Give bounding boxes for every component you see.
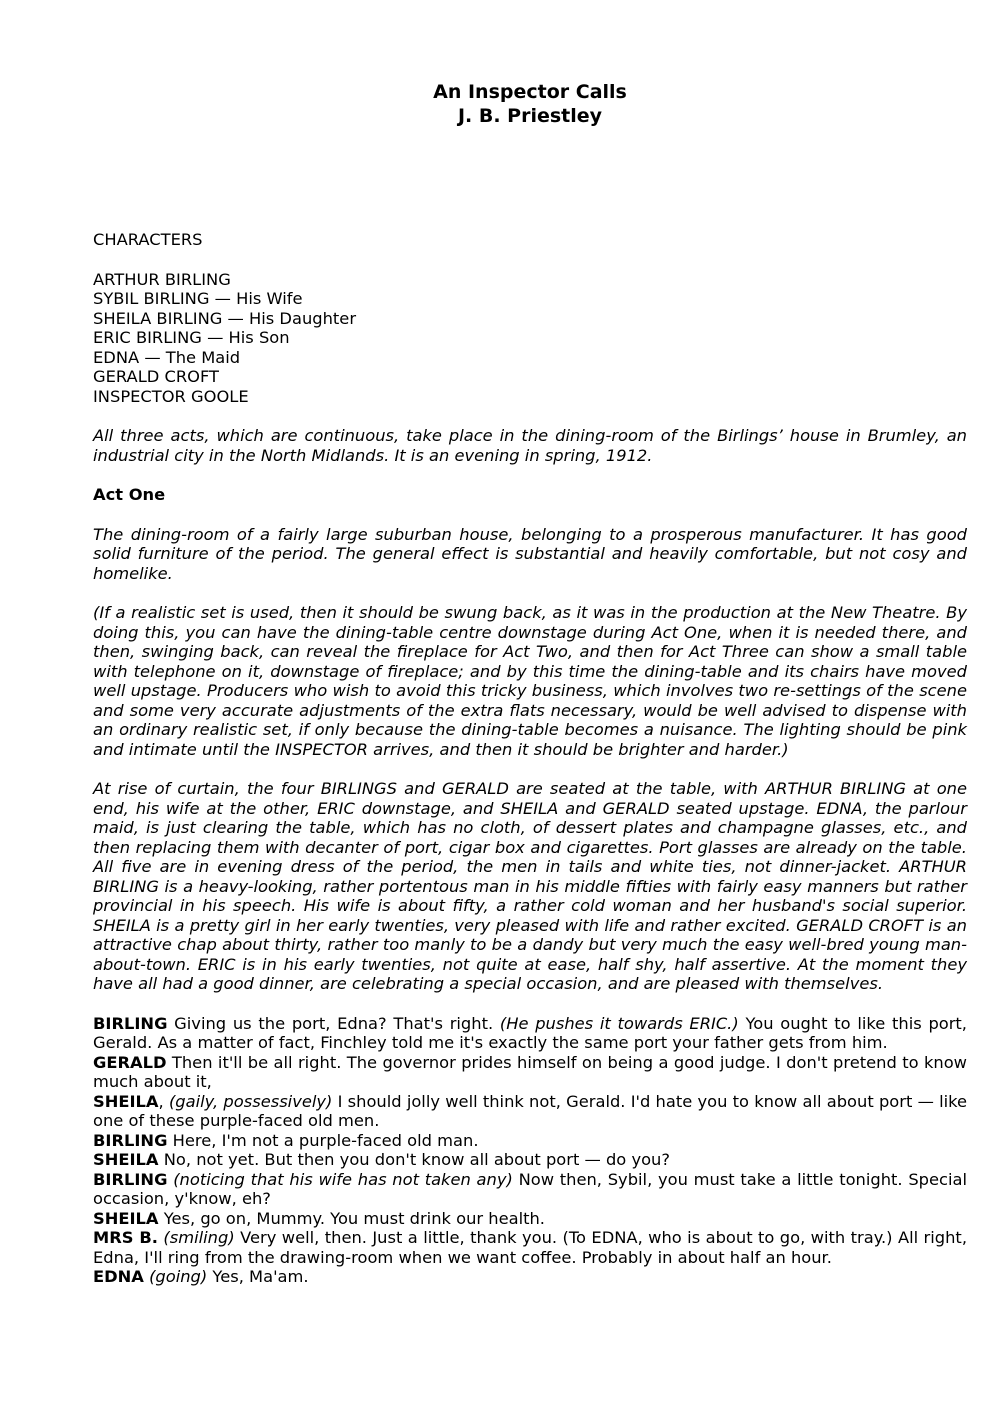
- spoken-text: Very well, then. Just a little, thank you. (To EDNA, who is about to go, with tray.) All right, Edna, I'll ring from the drawing-room when we want coffee. Probably in about half an hour.: [93, 1228, 967, 1267]
- spoken-text: Now then, Sybil, you must take a little tonight. Special occasion, y'know, eh?: [93, 1169, 967, 1208]
- play-author: J. B. Priestley: [457, 105, 603, 127]
- dialogue-line: [93, 1150, 967, 1170]
- setting-note: All three acts, which are continuous, take place in the dining-room of the Birlings’ house in Brumley, an industrial city in the North Midlands. It is an evening in spring, 1912.: [93, 426, 967, 465]
- character-item: GERALD CROFT: [93, 367, 219, 386]
- character-list: [93, 270, 967, 407]
- character-item: INSPECTOR GOOLE: [93, 386, 249, 406]
- dialogue-line: [93, 1170, 967, 1209]
- spoken-text: You ought to like this port, Gerald. As a matter of fact, Finchley told me it's exactly the same port your father gets from him.: [93, 1013, 967, 1052]
- spoken-text: Giving us the port, Edna? That's right.: [174, 1013, 500, 1033]
- spoken-text: No, not yet. But then you don't know all about port — do you?: [163, 1150, 671, 1169]
- dialogue-line: [93, 1267, 967, 1287]
- speaker-name: BIRLING: [93, 1130, 168, 1150]
- speaker-name: MRS B.: [93, 1228, 158, 1247]
- stage-direction-inline: (noticing that his wife has not taken any): [173, 1169, 513, 1189]
- act-heading: Act One: [93, 485, 166, 504]
- spoken-text: I should jolly well think not, Gerald. I'd hate you to know all about port — like one of these purple-faced old men.: [93, 1091, 968, 1130]
- speaker-name: BIRLING: [93, 1169, 168, 1189]
- dialogue-line: [93, 1092, 967, 1131]
- speaker-name: SHEILA: [93, 1208, 159, 1228]
- speaker-name: GERALD: [93, 1052, 167, 1072]
- spoken-text: Yes, go on, Mummy. You must drink our health.: [163, 1208, 545, 1228]
- dialogue-line: [93, 1131, 967, 1151]
- character-item: SYBIL BIRLING — His Wife: [93, 289, 303, 308]
- stage-direction-inline: (smiling): [163, 1228, 235, 1247]
- dialogue-block: [93, 1014, 967, 1287]
- spoken-text: Then it'll be all right. The governor prides himself on being a good judge. I don't pretend to know much about it,: [93, 1052, 967, 1091]
- title-block: [93, 80, 967, 128]
- characters-heading: CHARACTERS: [93, 230, 203, 249]
- speaker-name: EDNA: [93, 1267, 144, 1286]
- document-page: [93, 80, 967, 1287]
- play-title: An Inspector Calls: [433, 81, 627, 103]
- character-item: EDNA — The Maid: [93, 347, 241, 367]
- speaker-name: SHEILA: [93, 1091, 159, 1111]
- spoken-text: Here, I'm not a purple-faced old man.: [172, 1130, 479, 1150]
- character-item: ERIC BIRLING — His Son: [93, 328, 290, 347]
- spoken-text: Yes, Ma'am.: [207, 1267, 309, 1286]
- speaker-name: BIRLING: [93, 1013, 168, 1033]
- stage-direction: At rise of curtain, the four BIRLINGS and GERALD are seated at the table, with ARTHUR BIRLING at one end, his wife at the other, ERIC downstage, and SHEILA and GERALD seated upstage. EDNA, the parlour maid, is just clearing the table, which has no cloth, of dessert plates and champagne glasses, etc., and then replacing them with decanter of port, cigar box and cigarettes. Port glasses are already on the table. All five are in evening dress of the period, the men in tails and white ties, not dinner-jacket. ARTHUR BIRLING is a heavy-looking, rather portentous man in his middle fifties with fairly easy manners but rather provincial in his speech. His wife is about fifty, a rather cold woman and her husband's social superior. SHEILA is a pretty girl in her early twenties, very pleased with life and rather excited. GERALD CROFT is an attractive chap about thirty, rather too manly to be a dandy but very much the easy well-bred young man-about-town. ERIC is in his early twenties, not quite at ease, half shy, half assertive. At the moment they have all had a good dinner, are celebrating a special occasion, and are pleased with themselves.: [93, 779, 967, 993]
- dialogue-line: [93, 1228, 967, 1267]
- dialogue-line: [93, 1014, 967, 1053]
- stage-direction-inline: (gaily, possessively): [168, 1091, 333, 1111]
- character-item: SHEILA BIRLING — His Daughter: [93, 308, 357, 328]
- speaker-separator: ,: [158, 1091, 169, 1111]
- stage-direction: The dining-room of a fairly large suburban house, belonging to a prosperous manufacturer. It has good solid furniture of the period. The general effect is substantial and heavily comfortable, but not cosy and homelike.: [93, 524, 967, 583]
- stage-direction: (If a realistic set is used, then it should be swung back, as it was in the production at the New Theatre. By doing this, you can have the dining-table centre downstage during Act One, when it is needed there, and then, swinging back, can reveal the fireplace for Act Two, and then for Act Three can show a small table with telephone on it, downstage of fireplace; and by this time the dining-table and its chairs have moved well upstage. Producers who wish to avoid this tricky business, which involves two re-settings of the scene and some very accurate adjustments of the extra flats necessary, would be well advised to dispense with an ordinary realistic set, if only because the dining-table becomes a nuisance. The lighting should be pink and intimate until the INSPECTOR arrives, and then it should be brighter and harder.): [93, 603, 967, 759]
- stage-direction-inline: (going): [149, 1267, 208, 1286]
- stage-direction-inline: (He pushes it towards ERIC.): [499, 1013, 739, 1033]
- character-item: ARTHUR BIRLING: [93, 269, 231, 289]
- speaker-name: SHEILA: [93, 1150, 159, 1169]
- dialogue-line: [93, 1053, 967, 1092]
- dialogue-line: [93, 1209, 967, 1229]
